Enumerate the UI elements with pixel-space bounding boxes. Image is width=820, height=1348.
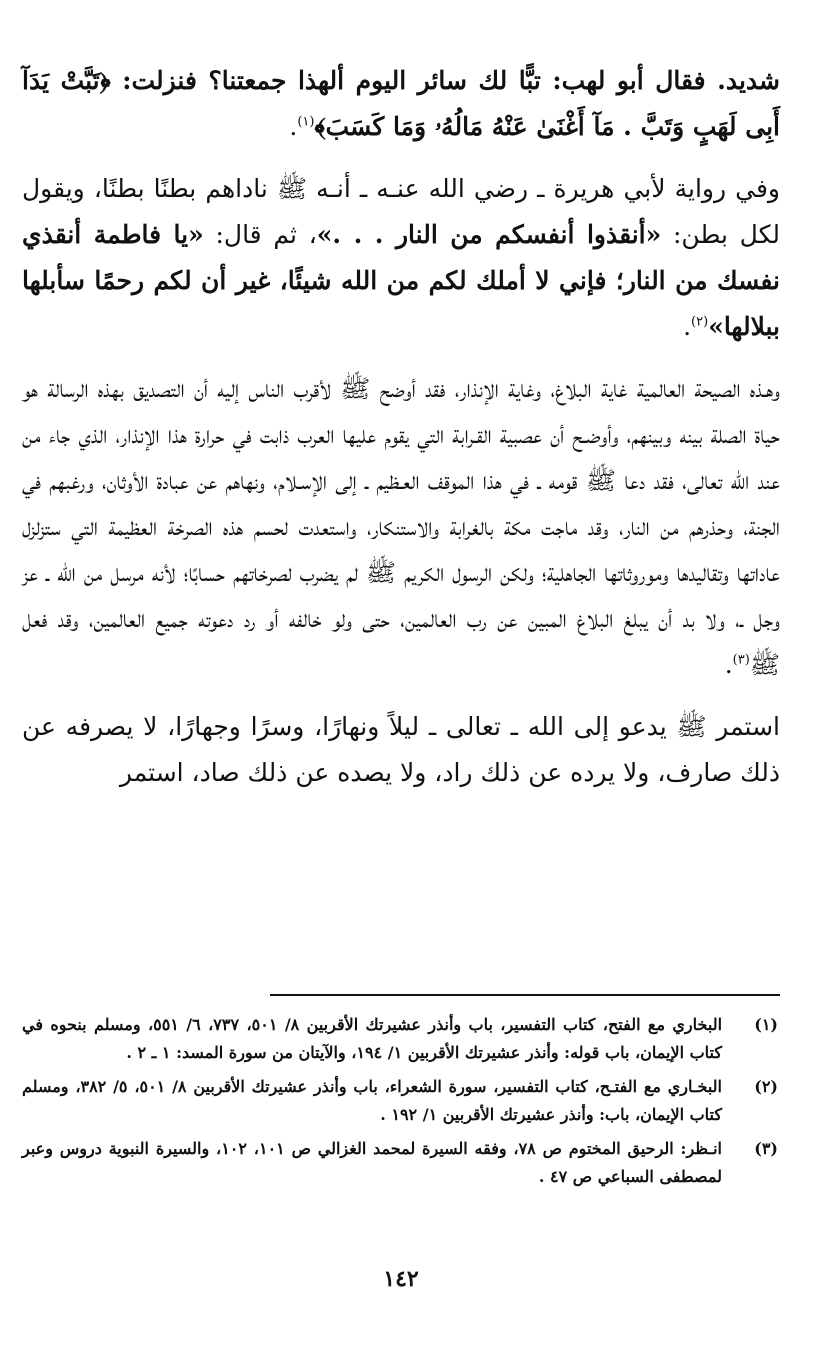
paragraph-2-intro: وفي رواية لأبي هريرة ـ رضي الله عنـه ـ أنـه ﷺ ناداهم بطنًا بطنًا، ويقول لكل بطن: — [22, 174, 781, 249]
book-page — [22, 58, 780, 1348]
hadith-quote-2: «يا فاطمة أنقذي نفسك من النار؛ فإني لا أملك لكم من الله شيئًا، غير أن لكم رحمًا سأبلها ببلالها» — [22, 220, 780, 341]
footnote-2 — [22, 1073, 780, 1129]
paragraph-3 — [22, 366, 780, 688]
footnotes — [22, 1011, 780, 1197]
footnote-ref-1: (١) — [297, 114, 315, 130]
paragraph-3-text: وهـذه الصيحة العالمية غاية البلاغ، وغاية الإنذار، فقد أوضح ﷺ لأقرب الناس إليه أن التصديق بهذه الرسالة هو حياة الصلة بينه وبينهم، وأوضـح أن عصبية القـرابة التي يقوم عليها العرب ذابت في حرارة هذا الإنذار، الذي جاء من عند الله تعالى، فقد دعا ﷺ قومه ـ في هذا الموقف العـظيم ـ إلى الإسـلام، ونهاهم عن عبادة الأوثان، ورغبهم في الجنة، وحذرهم من النار، وقد ماجت مكة بالغرابة والاستنكار، واستعدت لحسم هذه الصرخة العظيمة التي ستزلزل عاداتها وتقاليدها وموروثاتها الجاهلية؛ ولكن الرسول الكريم ﷺ لم يضرب لصرخاتهم حسابًا؛ لأنه مرسل من الله ـ عز وجل ـ، ولا بد أن يبلغ البلاغ المبين عن رب العالمين، حتى ولو خالفه أو رد دعوته جميع العالمين، وقد فعل ﷺ — [22, 374, 780, 679]
paragraph-4-text: استمر ﷺ يدعو إلى الله ـ تعالى ـ ليلاً ونهارًا، وسرًا وجهارًا، لا يصرفه عن ذلك صارف، ولا يرده عن ذلك راد، ولا يصده عن ذلك صاد، استمر — [22, 712, 780, 787]
paragraph-3-end: . — [724, 650, 733, 679]
paragraph-1-end: . — [289, 112, 298, 141]
quran-verse: ﴿تَبَّتْ يَدَآ أَبِى لَهَبٍ وَتَبَّ . مَآ أَغْنَىٰ عَنْهُ مَالُهُۥ وَمَا كَسَبَ﴾ — [22, 66, 780, 141]
paragraph-4 — [22, 704, 780, 796]
footnote-text: البخاري مع الفتح، كتاب التفسير، باب وأنذر عشيرتك الأقربين ٨/ ٥٠١، ٧٣٧، ٦/ ٥٥١، ومسلم بنحوه في كتاب الإيمان، باب قوله: وأنذر عشيرتك الأقربين ١/ ١٩٤، والآيتان من سورة المسد: ١ ـ ٢ . — [22, 1015, 723, 1062]
paragraph-2-middle: ، ثم قال: — [203, 220, 317, 249]
footnote-number: (١) — [754, 1015, 778, 1034]
paragraph-2 — [22, 166, 780, 350]
footnote-1 — [22, 1011, 780, 1067]
paragraph-1 — [22, 58, 780, 150]
footnote-text: انـظر: الرحيق المختوم ص ٧٨، وفقه السيرة لمحمد الغزالي ص ١٠١، ١٠٢، والسيرة النبوية دروس وعبر لمصطفى السباعي ص ٤٧ . — [22, 1139, 723, 1186]
paragraph-2-end: . — [683, 312, 692, 341]
footnote-3 — [22, 1135, 780, 1191]
footnote-ref-2: (٢) — [691, 314, 709, 330]
page-number: ١٤٢ — [383, 1266, 419, 1292]
footnote-number: (٣) — [754, 1139, 778, 1158]
footnote-ref-3: (٣) — [732, 652, 750, 668]
footnote-number: (٢) — [754, 1077, 778, 1096]
hadith-quote-1: «أنقذوا أنفسكم من النار . . .» — [316, 220, 662, 249]
footnote-text: البخـاري مع الفتـح، كتاب التفسير، سورة الشعراء، باب وأنذر عشيرتك الأقربين ٨/ ٥٠١، ٥/ ٣٨٢، ومسلم كتاب الإيمان، باب: وأنذر عشيرتك الأقربين ١/ ١٩٢ . — [22, 1077, 722, 1124]
footnote-divider — [270, 994, 780, 996]
main-text — [22, 58, 780, 796]
paragraph-1-intro: شديد. فقال أبو لهب: تبًّا لك سائر اليوم ألهذا جمعتنا؟ فنزلت: — [110, 66, 780, 95]
